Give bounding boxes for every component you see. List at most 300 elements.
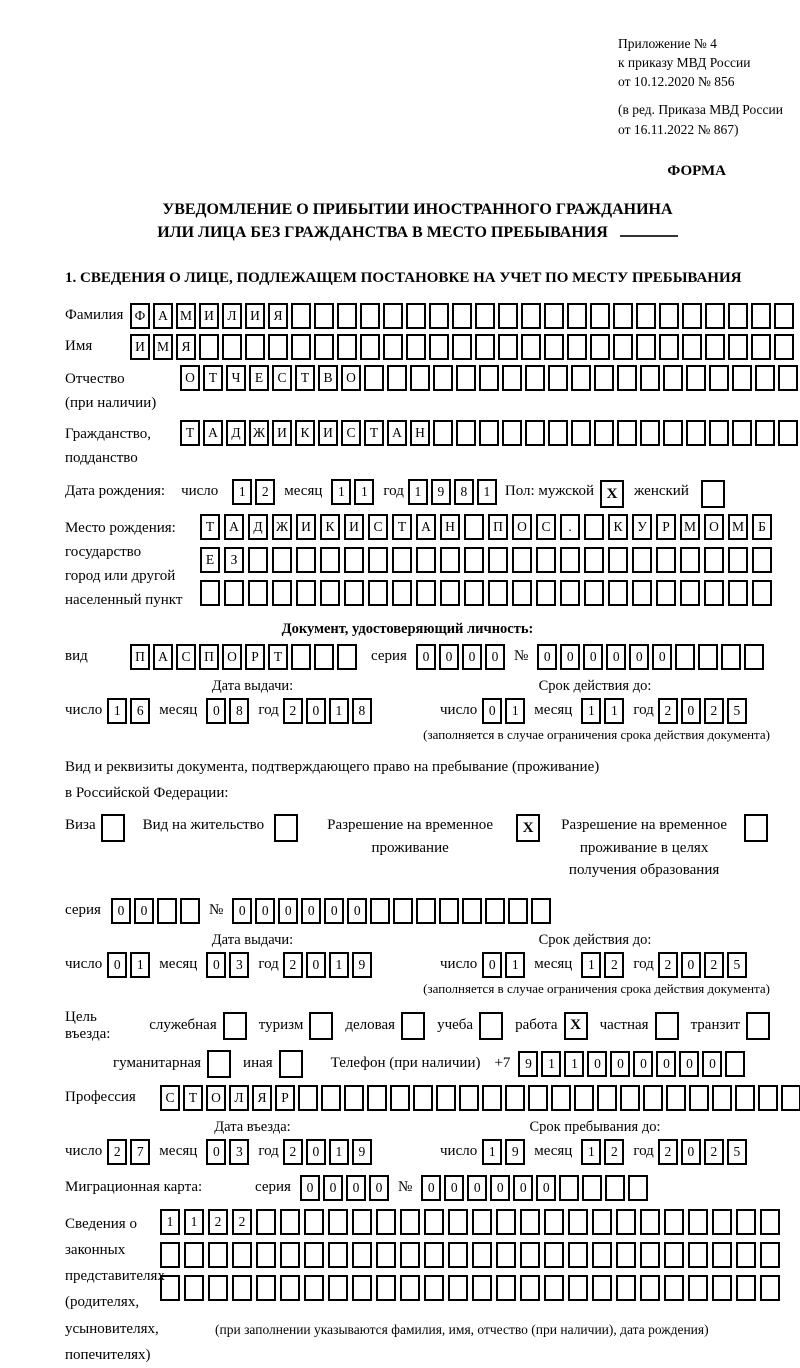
char-box[interactable] [268, 334, 288, 360]
residence-permit-checkbox[interactable] [274, 814, 298, 842]
char-box[interactable]: Т [364, 420, 384, 446]
char-box[interactable] [712, 1242, 732, 1268]
char-box[interactable] [248, 547, 268, 573]
char-box[interactable]: 1 [505, 698, 525, 724]
char-box[interactable]: 0 [482, 952, 502, 978]
char-box[interactable] [659, 334, 679, 360]
char-box[interactable] [472, 1209, 492, 1235]
char-box[interactable] [616, 1209, 636, 1235]
char-box[interactable] [590, 334, 610, 360]
char-box[interactable]: Я [176, 334, 196, 360]
char-box[interactable] [597, 1085, 617, 1111]
char-box[interactable]: 0 [306, 952, 326, 978]
char-box[interactable] [416, 547, 436, 573]
char-box[interactable]: А [203, 420, 223, 446]
char-box[interactable] [280, 1275, 300, 1301]
char-box[interactable] [636, 303, 656, 329]
char-box[interactable] [664, 1209, 684, 1235]
char-box[interactable] [640, 1275, 660, 1301]
char-box[interactable]: Л [222, 303, 242, 329]
purpose-other-checkbox[interactable] [279, 1050, 303, 1078]
purpose-study-checkbox[interactable] [479, 1012, 503, 1040]
temp-residence-education-checkbox[interactable] [744, 814, 768, 842]
char-box[interactable] [296, 580, 316, 606]
char-box[interactable]: 0 [439, 644, 459, 670]
char-box[interactable] [393, 898, 413, 924]
char-box[interactable]: 8 [229, 698, 249, 724]
char-box[interactable] [774, 303, 794, 329]
char-box[interactable] [200, 580, 220, 606]
char-box[interactable] [594, 420, 614, 446]
char-box[interactable] [383, 334, 403, 360]
char-box[interactable]: 0 [537, 644, 557, 670]
char-box[interactable] [368, 547, 388, 573]
char-box[interactable] [364, 365, 384, 391]
char-box[interactable]: 2 [658, 698, 678, 724]
char-box[interactable]: К [320, 514, 340, 540]
char-box[interactable] [208, 1242, 228, 1268]
char-box[interactable] [291, 644, 311, 670]
char-box[interactable] [482, 1085, 502, 1111]
char-box[interactable]: А [153, 644, 173, 670]
sex-male-checkbox[interactable]: X [600, 480, 624, 508]
char-box[interactable] [508, 898, 528, 924]
char-box[interactable] [376, 1209, 396, 1235]
char-box[interactable] [617, 365, 637, 391]
char-box[interactable]: . [560, 514, 580, 540]
char-box[interactable] [732, 365, 752, 391]
char-box[interactable] [521, 334, 541, 360]
char-box[interactable] [613, 303, 633, 329]
char-box[interactable] [208, 1275, 228, 1301]
char-box[interactable] [479, 365, 499, 391]
char-box[interactable] [567, 303, 587, 329]
char-box[interactable]: 2 [704, 698, 724, 724]
char-box[interactable]: 0 [206, 1139, 226, 1165]
char-box[interactable] [452, 334, 472, 360]
char-box[interactable] [682, 334, 702, 360]
char-box[interactable] [680, 580, 700, 606]
char-box[interactable]: З [224, 547, 244, 573]
visa-checkbox[interactable] [101, 814, 125, 842]
char-box[interactable]: 0 [482, 698, 502, 724]
char-box[interactable] [328, 1242, 348, 1268]
char-box[interactable]: М [728, 514, 748, 540]
char-box[interactable] [640, 1242, 660, 1268]
char-box[interactable] [520, 1209, 540, 1235]
char-box[interactable] [584, 514, 604, 540]
char-box[interactable] [520, 1242, 540, 1268]
char-box[interactable]: У [632, 514, 652, 540]
char-box[interactable]: Ж [272, 514, 292, 540]
char-box[interactable] [620, 1085, 640, 1111]
char-box[interactable]: О [180, 365, 200, 391]
char-box[interactable] [663, 365, 683, 391]
char-box[interactable]: 2 [704, 1139, 724, 1165]
char-box[interactable] [525, 365, 545, 391]
char-box[interactable]: О [206, 1085, 226, 1111]
char-box[interactable]: 0 [681, 1139, 701, 1165]
char-box[interactable] [725, 1051, 745, 1077]
char-box[interactable]: 0 [652, 644, 672, 670]
char-box[interactable]: Т [295, 365, 315, 391]
char-box[interactable]: 1 [331, 479, 351, 505]
purpose-transit-checkbox[interactable] [746, 1012, 770, 1040]
sex-female-checkbox[interactable] [701, 480, 725, 508]
char-box[interactable]: 0 [134, 898, 154, 924]
char-box[interactable]: 0 [206, 952, 226, 978]
char-box[interactable] [736, 1209, 756, 1235]
char-box[interactable] [496, 1275, 516, 1301]
char-box[interactable]: 1 [232, 479, 252, 505]
char-box[interactable] [680, 547, 700, 573]
char-box[interactable] [291, 334, 311, 360]
char-box[interactable]: 0 [232, 898, 252, 924]
char-box[interactable] [413, 1085, 433, 1111]
char-box[interactable] [344, 547, 364, 573]
char-box[interactable]: С [368, 514, 388, 540]
char-box[interactable] [245, 334, 265, 360]
char-box[interactable] [160, 1242, 180, 1268]
char-box[interactable] [424, 1275, 444, 1301]
char-box[interactable] [416, 898, 436, 924]
char-box[interactable] [328, 1209, 348, 1235]
char-box[interactable] [584, 547, 604, 573]
char-box[interactable]: Е [249, 365, 269, 391]
char-box[interactable]: 2 [658, 952, 678, 978]
char-box[interactable]: С [176, 644, 196, 670]
char-box[interactable] [704, 580, 724, 606]
char-box[interactable] [659, 303, 679, 329]
char-box[interactable] [636, 334, 656, 360]
char-box[interactable] [608, 547, 628, 573]
char-box[interactable] [688, 1242, 708, 1268]
char-box[interactable] [352, 1242, 372, 1268]
char-box[interactable]: И [272, 420, 292, 446]
char-box[interactable]: 1 [184, 1209, 204, 1235]
char-box[interactable] [592, 1275, 612, 1301]
char-box[interactable]: О [704, 514, 724, 540]
char-box[interactable] [568, 1209, 588, 1235]
char-box[interactable]: 2 [255, 479, 275, 505]
char-box[interactable] [488, 580, 508, 606]
char-box[interactable] [160, 1275, 180, 1301]
char-box[interactable]: 1 [477, 479, 497, 505]
char-box[interactable]: 9 [431, 479, 451, 505]
char-box[interactable]: Я [252, 1085, 272, 1111]
char-box[interactable] [544, 1242, 564, 1268]
char-box[interactable]: 0 [681, 698, 701, 724]
char-box[interactable] [632, 580, 652, 606]
char-box[interactable] [314, 334, 334, 360]
char-box[interactable] [314, 644, 334, 670]
char-box[interactable] [686, 420, 706, 446]
char-box[interactable]: 0 [583, 644, 603, 670]
char-box[interactable] [686, 365, 706, 391]
char-box[interactable] [613, 334, 633, 360]
char-box[interactable] [410, 365, 430, 391]
char-box[interactable] [464, 547, 484, 573]
char-box[interactable]: 6 [130, 698, 150, 724]
char-box[interactable] [689, 1085, 709, 1111]
char-box[interactable]: Р [656, 514, 676, 540]
char-box[interactable] [709, 420, 729, 446]
char-box[interactable]: М [153, 334, 173, 360]
char-box[interactable]: Д [226, 420, 246, 446]
char-box[interactable] [280, 1242, 300, 1268]
char-box[interactable] [448, 1275, 468, 1301]
purpose-humanitarian-checkbox[interactable] [207, 1050, 231, 1078]
char-box[interactable]: 0 [301, 898, 321, 924]
char-box[interactable] [712, 1209, 732, 1235]
char-box[interactable]: 5 [727, 1139, 747, 1165]
char-box[interactable] [387, 365, 407, 391]
char-box[interactable] [272, 580, 292, 606]
char-box[interactable]: О [341, 365, 361, 391]
char-box[interactable]: 0 [536, 1175, 556, 1201]
char-box[interactable] [352, 1275, 372, 1301]
char-box[interactable] [496, 1209, 516, 1235]
char-box[interactable] [592, 1242, 612, 1268]
char-box[interactable] [705, 334, 725, 360]
char-box[interactable]: 0 [679, 1051, 699, 1077]
char-box[interactable] [337, 334, 357, 360]
char-box[interactable] [462, 898, 482, 924]
char-box[interactable] [781, 1085, 800, 1111]
char-box[interactable] [248, 580, 268, 606]
char-box[interactable] [496, 1242, 516, 1268]
char-box[interactable]: М [680, 514, 700, 540]
temp-residence-checkbox[interactable]: X [516, 814, 540, 842]
char-box[interactable] [640, 365, 660, 391]
char-box[interactable] [400, 1242, 420, 1268]
char-box[interactable] [344, 1085, 364, 1111]
char-box[interactable] [459, 1085, 479, 1111]
char-box[interactable]: 0 [421, 1175, 441, 1201]
char-box[interactable]: 0 [369, 1175, 389, 1201]
char-box[interactable] [682, 303, 702, 329]
char-box[interactable] [568, 1242, 588, 1268]
char-box[interactable]: Н [410, 420, 430, 446]
char-box[interactable] [448, 1209, 468, 1235]
char-box[interactable] [488, 547, 508, 573]
char-box[interactable]: 0 [111, 898, 131, 924]
char-box[interactable] [560, 580, 580, 606]
char-box[interactable]: О [512, 514, 532, 540]
char-box[interactable]: 0 [702, 1051, 722, 1077]
char-box[interactable]: Е [200, 547, 220, 573]
char-box[interactable] [464, 514, 484, 540]
char-box[interactable] [498, 334, 518, 360]
char-box[interactable]: И [245, 303, 265, 329]
char-box[interactable]: 0 [560, 644, 580, 670]
char-box[interactable] [320, 580, 340, 606]
char-box[interactable]: Р [245, 644, 265, 670]
char-box[interactable]: 2 [283, 952, 303, 978]
char-box[interactable] [520, 1275, 540, 1301]
char-box[interactable]: С [536, 514, 556, 540]
char-box[interactable] [429, 303, 449, 329]
char-box[interactable]: В [318, 365, 338, 391]
char-box[interactable] [778, 420, 798, 446]
char-box[interactable] [184, 1242, 204, 1268]
char-box[interactable]: 0 [107, 952, 127, 978]
char-box[interactable] [400, 1275, 420, 1301]
char-box[interactable] [728, 547, 748, 573]
char-box[interactable]: 1 [604, 698, 624, 724]
char-box[interactable]: 3 [229, 1139, 249, 1165]
char-box[interactable] [688, 1275, 708, 1301]
char-box[interactable]: А [153, 303, 173, 329]
char-box[interactable]: 0 [306, 698, 326, 724]
char-box[interactable] [525, 420, 545, 446]
char-box[interactable] [548, 420, 568, 446]
char-box[interactable] [590, 303, 610, 329]
char-box[interactable] [544, 1209, 564, 1235]
char-box[interactable]: И [296, 514, 316, 540]
char-box[interactable]: 0 [633, 1051, 653, 1077]
char-box[interactable] [712, 1085, 732, 1111]
char-box[interactable] [360, 303, 380, 329]
char-box[interactable] [752, 580, 772, 606]
char-box[interactable]: 0 [300, 1175, 320, 1201]
char-box[interactable] [567, 334, 587, 360]
char-box[interactable] [512, 580, 532, 606]
char-box[interactable]: 0 [587, 1051, 607, 1077]
char-box[interactable] [256, 1242, 276, 1268]
char-box[interactable] [222, 334, 242, 360]
char-box[interactable] [472, 1275, 492, 1301]
char-box[interactable]: 0 [490, 1175, 510, 1201]
char-box[interactable] [531, 898, 551, 924]
char-box[interactable] [383, 303, 403, 329]
char-box[interactable]: 0 [416, 644, 436, 670]
char-box[interactable]: 1 [329, 952, 349, 978]
char-box[interactable] [605, 1175, 625, 1201]
char-box[interactable] [344, 580, 364, 606]
char-box[interactable] [505, 1085, 525, 1111]
char-box[interactable]: 1 [581, 952, 601, 978]
char-box[interactable] [721, 644, 741, 670]
char-box[interactable] [664, 1242, 684, 1268]
char-box[interactable] [760, 1275, 780, 1301]
char-box[interactable] [736, 1275, 756, 1301]
char-box[interactable] [291, 303, 311, 329]
char-box[interactable] [304, 1242, 324, 1268]
char-box[interactable] [320, 547, 340, 573]
char-box[interactable] [256, 1275, 276, 1301]
char-box[interactable]: Т [203, 365, 223, 391]
char-box[interactable] [376, 1275, 396, 1301]
char-box[interactable] [574, 1085, 594, 1111]
char-box[interactable] [664, 1275, 684, 1301]
char-box[interactable] [536, 547, 556, 573]
char-box[interactable]: 1 [505, 952, 525, 978]
char-box[interactable] [512, 547, 532, 573]
char-box[interactable] [352, 1209, 372, 1235]
char-box[interactable]: 1 [329, 1139, 349, 1165]
char-box[interactable] [584, 580, 604, 606]
char-box[interactable] [298, 1085, 318, 1111]
char-box[interactable] [429, 334, 449, 360]
char-box[interactable] [544, 303, 564, 329]
char-box[interactable] [608, 580, 628, 606]
char-box[interactable] [475, 334, 495, 360]
char-box[interactable] [704, 547, 724, 573]
char-box[interactable] [666, 1085, 686, 1111]
char-box[interactable] [712, 1275, 732, 1301]
char-box[interactable] [406, 334, 426, 360]
char-box[interactable] [368, 580, 388, 606]
char-box[interactable]: 0 [485, 644, 505, 670]
char-box[interactable] [755, 365, 775, 391]
char-box[interactable] [390, 1085, 410, 1111]
char-box[interactable]: Т [268, 644, 288, 670]
char-box[interactable]: Н [440, 514, 460, 540]
char-box[interactable]: П [130, 644, 150, 670]
char-box[interactable]: И [344, 514, 364, 540]
char-box[interactable] [548, 365, 568, 391]
char-box[interactable]: 1 [354, 479, 374, 505]
char-box[interactable] [424, 1209, 444, 1235]
char-box[interactable] [528, 1085, 548, 1111]
char-box[interactable]: 2 [283, 1139, 303, 1165]
char-box[interactable] [485, 898, 505, 924]
char-box[interactable] [314, 303, 334, 329]
char-box[interactable] [337, 303, 357, 329]
char-box[interactable]: Р [275, 1085, 295, 1111]
char-box[interactable] [433, 365, 453, 391]
char-box[interactable] [698, 644, 718, 670]
char-box[interactable]: 2 [604, 1139, 624, 1165]
char-box[interactable] [592, 1209, 612, 1235]
char-box[interactable]: 1 [130, 952, 150, 978]
char-box[interactable] [416, 580, 436, 606]
char-box[interactable] [560, 547, 580, 573]
char-box[interactable] [464, 580, 484, 606]
char-box[interactable]: 2 [232, 1209, 252, 1235]
purpose-commercial-checkbox[interactable] [401, 1012, 425, 1040]
char-box[interactable]: С [272, 365, 292, 391]
char-box[interactable]: 1 [482, 1139, 502, 1165]
char-box[interactable] [752, 547, 772, 573]
char-box[interactable] [758, 1085, 778, 1111]
char-box[interactable]: 0 [347, 898, 367, 924]
char-box[interactable] [433, 420, 453, 446]
char-box[interactable]: А [416, 514, 436, 540]
char-box[interactable]: О [222, 644, 242, 670]
char-box[interactable] [436, 1085, 456, 1111]
char-box[interactable]: 2 [604, 952, 624, 978]
char-box[interactable]: 9 [505, 1139, 525, 1165]
char-box[interactable]: Т [392, 514, 412, 540]
char-box[interactable] [256, 1209, 276, 1235]
purpose-work-checkbox[interactable]: X [564, 1012, 588, 1040]
char-box[interactable]: Б [752, 514, 772, 540]
char-box[interactable]: С [341, 420, 361, 446]
char-box[interactable]: Л [229, 1085, 249, 1111]
char-box[interactable]: 0 [444, 1175, 464, 1201]
char-box[interactable] [304, 1275, 324, 1301]
char-box[interactable] [640, 420, 660, 446]
char-box[interactable] [551, 1085, 571, 1111]
char-box[interactable] [760, 1209, 780, 1235]
char-box[interactable] [502, 420, 522, 446]
char-box[interactable]: М [176, 303, 196, 329]
char-box[interactable]: 2 [208, 1209, 228, 1235]
char-box[interactable] [475, 303, 495, 329]
char-box[interactable] [778, 365, 798, 391]
